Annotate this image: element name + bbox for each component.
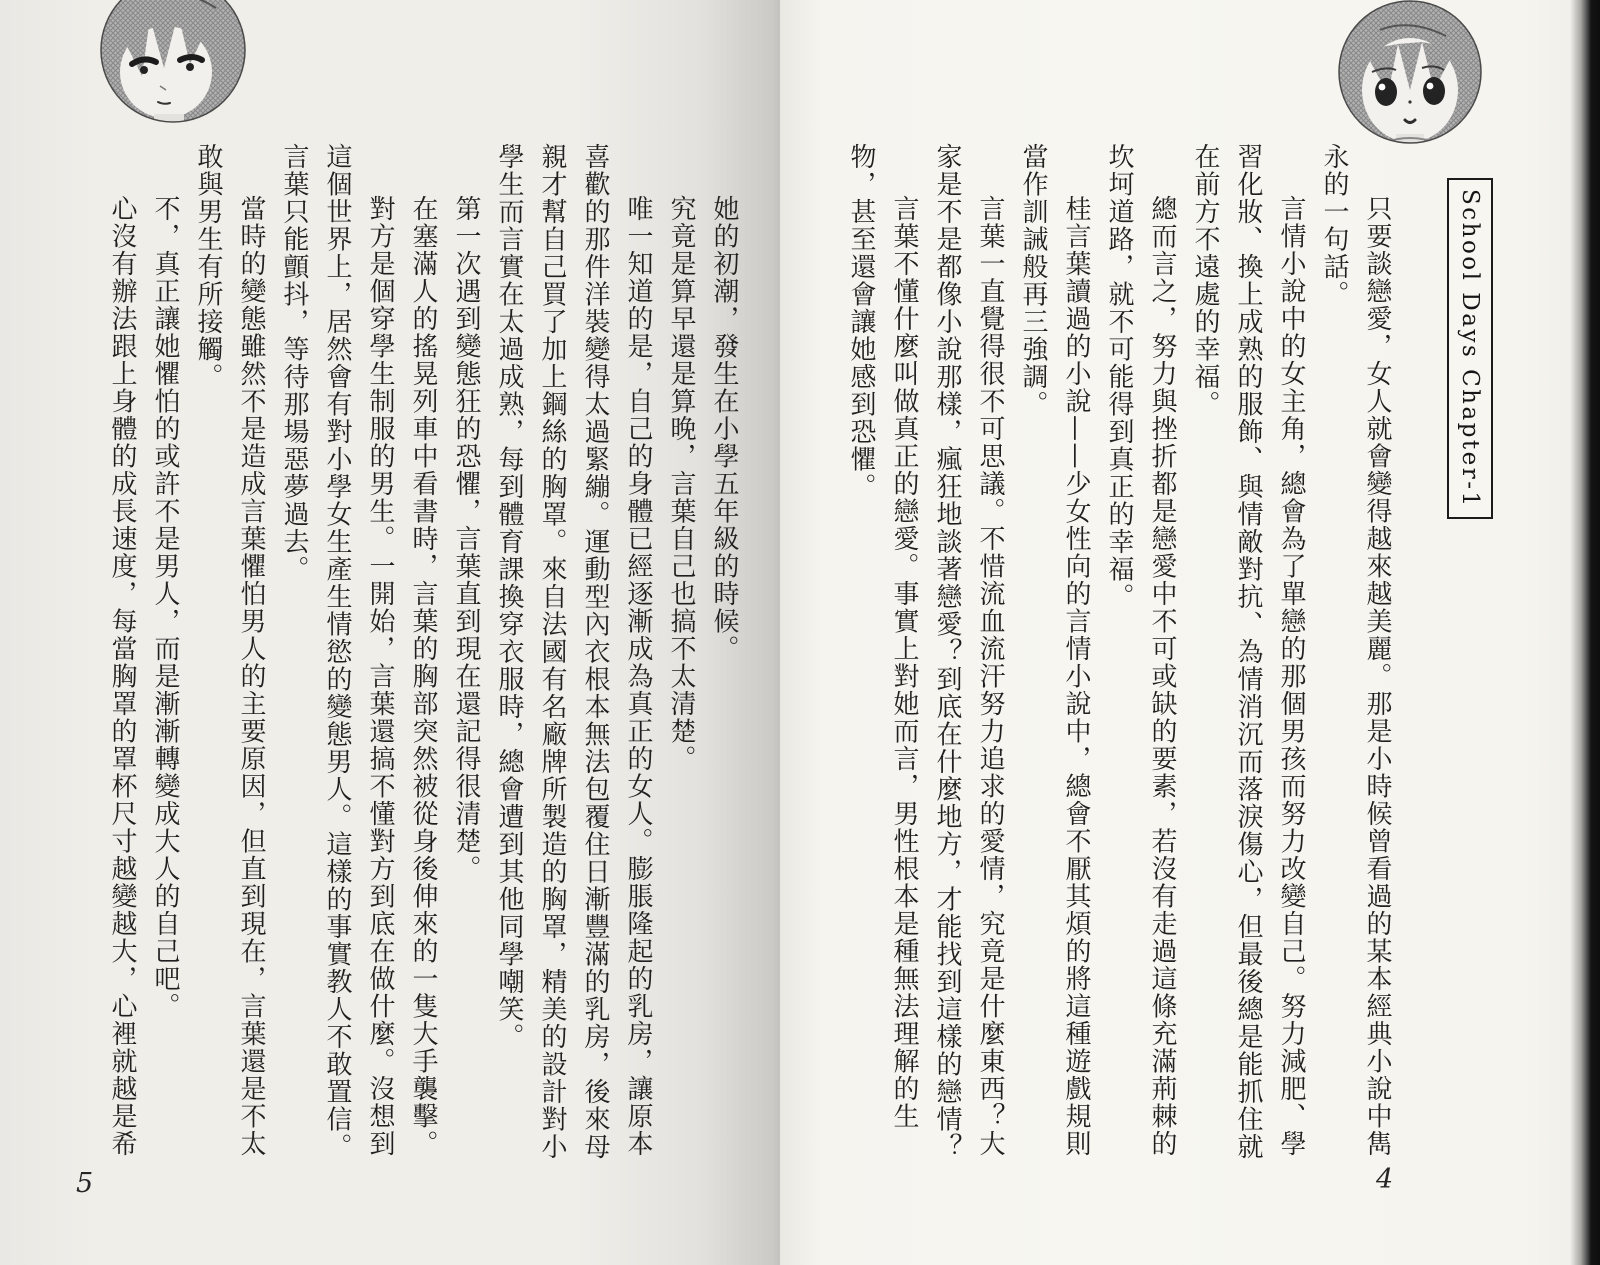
- paragraph: 在塞滿人的搖晃列車中看書時，言葉的胸部突然被從身後伸來的一隻大手襲擊。: [408, 195, 438, 1158]
- paragraph: 對方是個穿學生制服的男生。一開始，言葉還搞不懂對方到底在做什麼。沒想到這個世界上，居然會有對小學女生產生情慾的變態男人。這樣的事實教人不敢置信。言葉只能顫抖，等待那場惡夢過去。: [279, 143, 395, 1161]
- page-number-left: 5: [76, 1168, 94, 1199]
- paragraph: 桂言葉讀過的小說——少女性向的言情小說中，總會不厭其煩的將這種遊戲規則當作訓誡般再三強調。: [1018, 143, 1091, 1158]
- paragraph: 言葉不懂什麼叫做真正的戀愛。事實上對她而言，男性根本是種無法理解的生物，甚至還會讓她感到恐懼。: [846, 143, 919, 1130]
- girl-portrait-front-illustration: [1336, 0, 1484, 148]
- paragraph: 唯一知道的是，自己的身體已經逐漸成為真正的女人。膨脹隆起的乳房，讓原本喜歡的那件洋裝變得太過緊繃。運動型內衣根本無法包覆住日漸豐滿的乳房，後來母親才幫自己買了加上鋼絲的胸罩。來自法國有名廠牌所製造的胸罩，精美的設計對小學生而言實在太過成熟，每到體育課換穿衣服時，總會遭到其他同學嘲笑。: [494, 143, 653, 1161]
- page-right: [780, 0, 1588, 1265]
- paragraph: 言葉一直覺得很不可思議。不惜流血流汗努力追求的愛情，究竟是什麼東西？大家是不是都像小說那樣，瘋狂地談著戀愛？到底在什麼地方，才能找到這樣的戀情？: [932, 143, 1005, 1161]
- paragraph: 只要談戀愛，女人就會變得越來越美麗。那是小時候曾看過的某本經典小說中雋永的一句話。: [1319, 143, 1392, 1158]
- paragraph: 總而言之，努力與挫折都是戀愛中不可或缺的要素，若沒有走過這條充滿荊棘的坎坷道路，就不可能得到真正的幸福。: [1104, 143, 1177, 1158]
- paragraph: 第一次遇到變態狂的恐懼，言葉直到現在還記得很清楚。: [451, 195, 481, 883]
- chapter-title-box: [1447, 178, 1493, 519]
- page-left: [0, 0, 780, 1265]
- paragraph: 言情小說中的女主角，總會為了單戀的那個男孩而努力改變自己。努力減肥、學習化妝、換上成熟的服飾、與情敵對抗、為情消沉而落淚傷心，但最後總是能抓住就在前方不遠處的幸福。: [1190, 143, 1306, 1161]
- book-edge-shadow: [1570, 0, 1600, 1265]
- chapter-title: School Days Chapter-1: [1457, 188, 1483, 509]
- left-page-text: [65, 143, 745, 1165]
- paragraph: 她的初潮，發生在小學五年級的時候。: [709, 195, 739, 663]
- paragraph: 究竟是算早還是算晚，言葉自己也搞不太清楚。: [666, 195, 696, 773]
- paragraph: 當時的變態雖然不是造成言葉懼怕男人的主要原因，但直到現在，言葉還是不太敢與男生有所接觸。: [193, 143, 266, 1158]
- paragraph: 心沒有辦法跟上身體的成長速度，每當胸罩的罩杯尺寸越變越大，心裡就越是希: [107, 195, 137, 1158]
- page-number-right: 4: [1376, 1164, 1394, 1195]
- girl-portrait-looking-down-illustration: [98, 0, 248, 130]
- paragraph: 不，真正讓她懼怕的或許不是男人，而是漸漸轉變成大人的自己吧。: [150, 195, 180, 1020]
- right-page-text: [798, 143, 1398, 1165]
